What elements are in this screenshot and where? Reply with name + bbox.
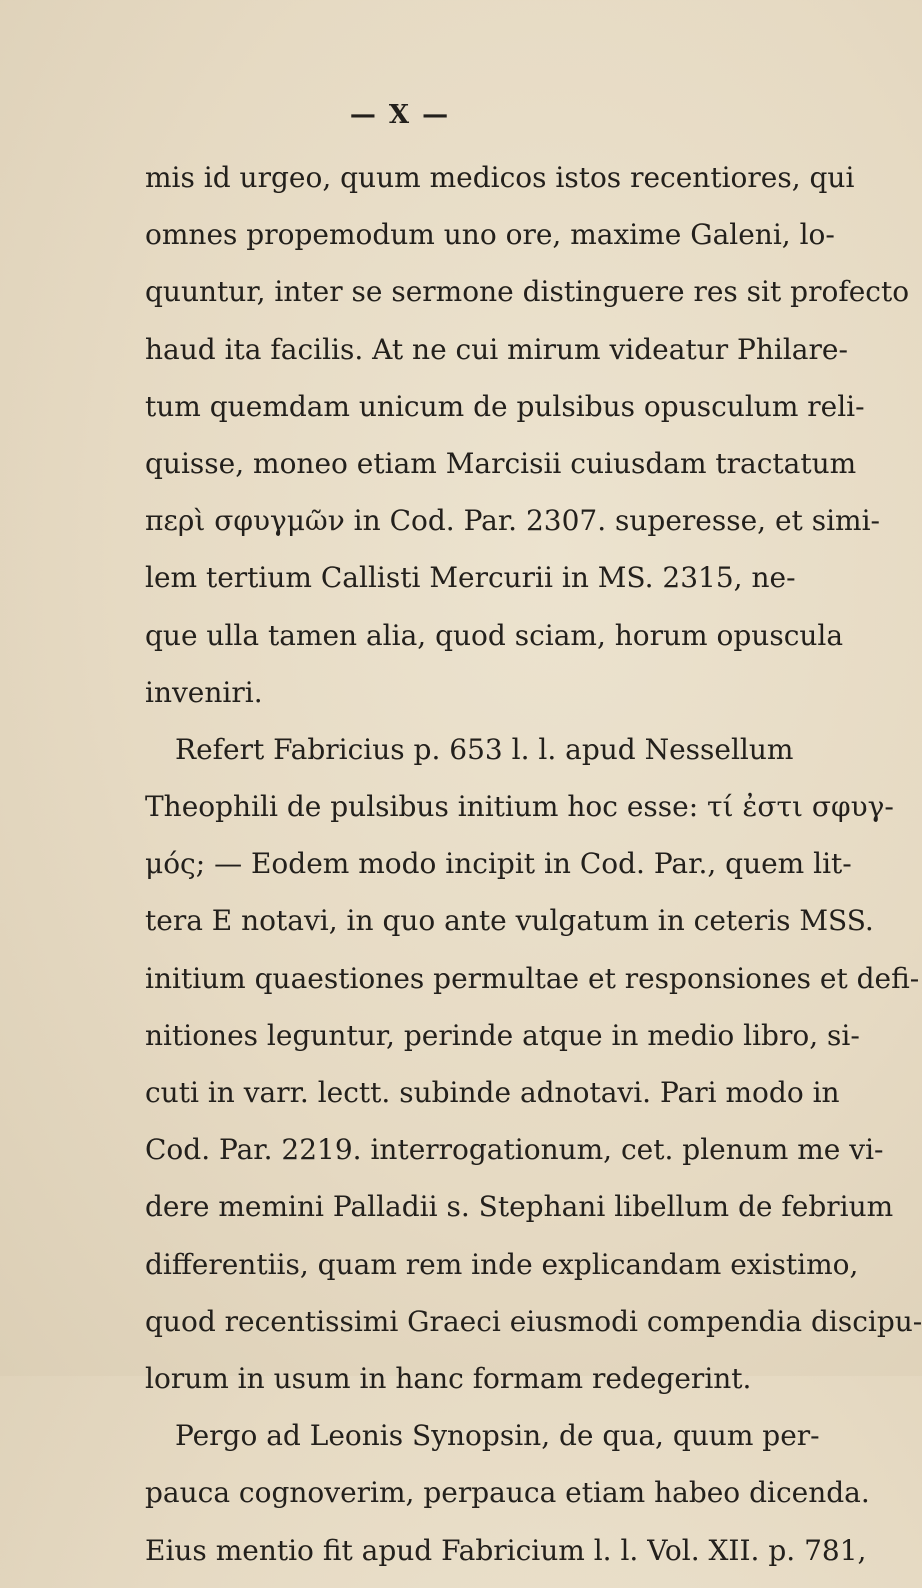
- text-line: dere memini Palladii s. Stephani libellum de febrium: [145, 1190, 894, 1224]
- text-line: Cod. Par. 2219. interrogationum, cet. plenum me vi-: [145, 1133, 884, 1167]
- text-line: quuntur, inter se sermone distinguere res sit profecto: [145, 275, 910, 309]
- text-line: περὶ σφυγμῶν in Cod. Par. 2307. superesse, et simi-: [145, 504, 880, 538]
- body-text: [145, 158, 922, 1588]
- text-line: tum quemdam unicum de pulsibus opusculum reli-: [145, 389, 865, 423]
- text-line: Pergo ad Leonis Synopsin, de qua, quum per-: [175, 1419, 820, 1453]
- text-line: cuti in varr. lectt. subinde adnotavi. Pari modo in: [145, 1076, 840, 1109]
- text-line: inveniri.: [145, 675, 263, 709]
- text-line: haud ita facilis. At ne cui mirum videatur Philare-: [145, 332, 848, 366]
- page-header: — X —: [349, 100, 451, 130]
- text-line: mis id urgeo, quum medicos istos recentiores, qui: [145, 161, 855, 194]
- text-line: que ulla tamen alia, quod sciam, horum opuscula: [145, 618, 844, 652]
- text-line: Eius mentio fit apud Fabricium l. l. Vol. XII. p. 781,: [145, 1533, 867, 1567]
- text-line: pauca cognoverim, perpauca etiam habeo dicenda.: [145, 1476, 870, 1510]
- text-line: initium quaestiones permultae et responsiones et defi-: [145, 961, 920, 995]
- text-line: quod recentissimi Graeci eiusmodi compendia discipu-: [145, 1304, 922, 1338]
- text-line: lem tertium Callisti Mercurii in MS. 2315, ne-: [145, 561, 796, 595]
- text-line: differentiis, quam rem inde explicandam existimo,: [145, 1247, 859, 1281]
- text-line: nitiones leguntur, perinde atque in medio libro, si-: [145, 1018, 860, 1052]
- text-line: omnes propemodum uno ore, maxime Galeni, lo-: [145, 218, 835, 252]
- text-line: Refert Fabricius p. 653 l. l. apud Nessellum: [175, 732, 794, 766]
- text-line: tera E notavi, in quo ante vulgatum in ceteris MSS.: [145, 904, 874, 938]
- text-line: Theophili de pulsibus initium hoc esse: τί ἐστι σφυγ-: [145, 790, 894, 824]
- text-line: μός; — Eodem modo incipit in Cod. Par., quem lit-: [145, 847, 852, 881]
- text-line: lorum in usum in hanc formam redegerint.: [145, 1361, 752, 1395]
- text-line: quisse, moneo etiam Marcisii cuiusdam tractatum: [145, 446, 857, 480]
